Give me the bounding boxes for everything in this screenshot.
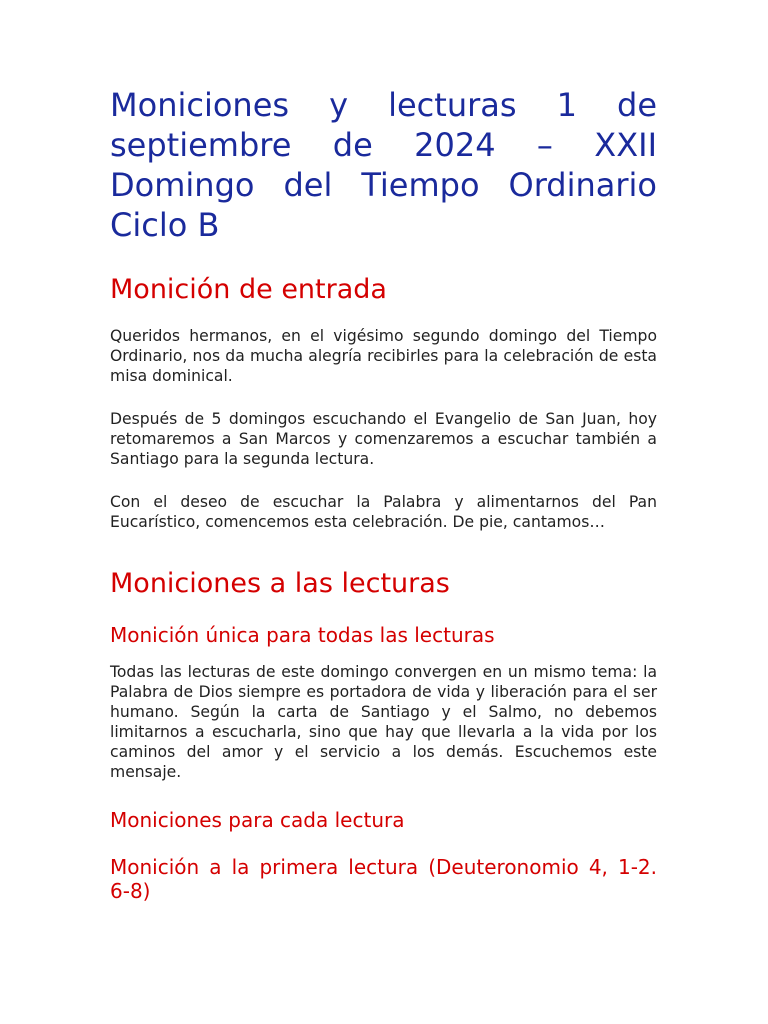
page-title: Moniciones y lecturas 1 de septiembre de 2024 – XXII Domingo del Tiempo Ordinario Ciclo B: [110, 86, 657, 244]
entrada-paragraph-2: Después de 5 domingos escuchando el Evangelio de San Juan, hoy retomaremos a San Marcos y comenzaremos a escuchar también a Santiago para la segunda lectura.: [110, 410, 657, 468]
entrada-paragraph-3: Con el deseo de escuchar la Palabra y alimentarnos del Pan Eucarístico, comencemos esta celebración. De pie, cantamos…: [110, 493, 657, 531]
section-heading-lecturas: Moniciones a las lecturas: [110, 568, 450, 599]
subheading-monicion-unica: Monición única para todas las lecturas: [110, 623, 495, 647]
section-heading-entrada: Monición de entrada: [110, 274, 387, 305]
subheading-moniciones-cada-lectura: Moniciones para cada lectura: [110, 808, 405, 832]
entrada-paragraph-1: Queridos hermanos, en el vigésimo segundo domingo del Tiempo Ordinario, nos da mucha alegría recibirles para la celebración de esta misa dominical.: [110, 327, 657, 385]
unica-paragraph: Todas las lecturas de este domingo convergen en un mismo tema: la Palabra de Dios siempre es portadora de vida y liberación para el ser humano. Según la carta de Santiago y el Salmo, no debemos limitarnos a escucharla, sino que hay que llevarla a la vida por los caminos del amor y el servicio a los demás. Escuchemos este mensaje.: [110, 663, 657, 781]
subheading-primera-lectura: Monición a la primera lectura (Deuteronomio 4, 1-2. 6-8): [110, 855, 657, 903]
